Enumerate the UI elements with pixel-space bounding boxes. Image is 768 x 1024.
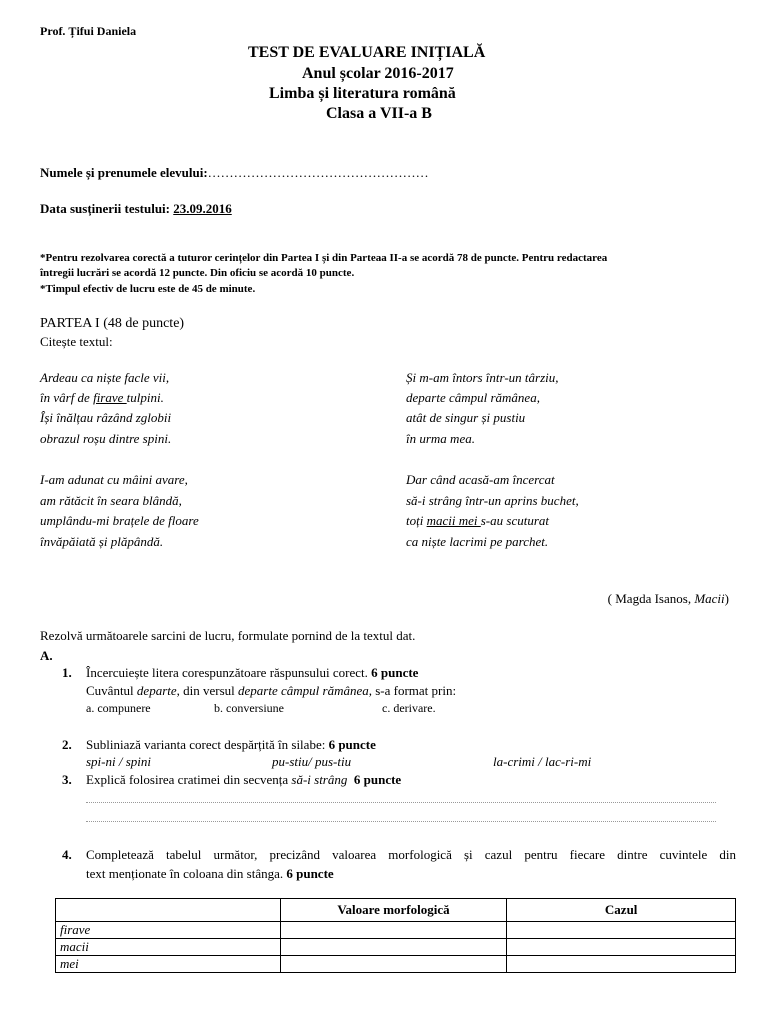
q3-answer-line-1[interactable] bbox=[86, 802, 716, 803]
q2-option-3[interactable]: la-crimi / lac-ri-mi bbox=[493, 754, 592, 769]
poem-left-s2-l4: învăpăiată și plăpândă. bbox=[40, 534, 164, 549]
q4-text-line-1: Completează tabelul următor, precizând valoarea morfologică și cazul pentru fiecare dintre cuvintele din bbox=[86, 847, 736, 862]
q2-option-1[interactable]: spi-ni / spini bbox=[86, 754, 152, 769]
q3-text: Explică folosirea cratimei din secvența să-i strâng 6 puncte bbox=[86, 772, 402, 787]
table-header-row bbox=[56, 899, 736, 922]
poem-left-s1-l4: obrazul roșu dintre spini. bbox=[40, 431, 172, 446]
table-row bbox=[56, 939, 736, 956]
q4-points: 6 puncte bbox=[286, 866, 334, 881]
part1-title: PARTEA I (48 de puncte) bbox=[40, 316, 185, 331]
poem-word-firave: firave bbox=[93, 390, 127, 405]
q1-option-a[interactable]: a. compunere bbox=[86, 701, 151, 715]
table-cell-morph-value[interactable] bbox=[280, 939, 507, 956]
part1-read-instruction: Citește textul: bbox=[40, 334, 113, 349]
q3-answer-line-2[interactable] bbox=[86, 821, 716, 822]
table-cell-case[interactable] bbox=[507, 922, 736, 939]
q1-subtext: Cuvântul departe, din versul departe câmpul rămânea, s-a format prin: bbox=[86, 683, 457, 698]
poem-left-s1-l3: Își înălțau râzând zglobii bbox=[40, 410, 172, 425]
q1-text: Încercuiește litera corespunzătoare răspunsului corect. 6 puncte bbox=[86, 665, 419, 680]
q1-points: 6 puncte bbox=[371, 665, 419, 680]
instructions-line-1: *Pentru rezolvarea corectă a tuturor cerințelor din Partea I și din Parteaa II-a se acordă 78 de puncte. Pentru redactarea bbox=[40, 252, 608, 264]
test-date-label: Data susținerii testului: bbox=[40, 201, 170, 216]
poem-right-s2-l3: toți macii mei s-au scuturat bbox=[406, 513, 549, 528]
q3-points: 6 puncte bbox=[353, 772, 402, 787]
q2-points: 6 puncte bbox=[328, 737, 376, 752]
q3-number: 3. bbox=[62, 772, 72, 787]
poem-right-s2-l2: să-i strâng într-un aprins buchet, bbox=[406, 493, 579, 508]
q2-number: 2. bbox=[62, 737, 72, 752]
poem-words-macii-mei: macii mei bbox=[426, 513, 481, 528]
q4-number: 4. bbox=[62, 847, 72, 862]
q4-text-line-2: text menționate în coloana din stânga. 6 puncte bbox=[86, 866, 334, 881]
subject-title: Limba și literatura română bbox=[269, 85, 456, 102]
poem-left-s1-l2: în vârf de firave tulpini. bbox=[40, 390, 164, 405]
table-cell-morph-value[interactable] bbox=[280, 922, 507, 939]
table-row bbox=[56, 956, 736, 973]
student-name-dots: …………………………………………… bbox=[207, 165, 429, 180]
section-a-label: A. bbox=[40, 648, 53, 663]
test-date-line bbox=[40, 201, 232, 217]
test-date-value: 23.09.2016 bbox=[173, 201, 232, 216]
poem-left-s2-l1: I-am adunat cu mâini avare, bbox=[40, 472, 188, 487]
table-cell-case[interactable] bbox=[507, 939, 736, 956]
table-cell-case[interactable] bbox=[507, 956, 736, 973]
school-year: Anul școlar 2016-2017 bbox=[302, 65, 454, 82]
table-cell-word: mei bbox=[56, 956, 281, 973]
poem-right-s1-l2: departe câmpul rămânea, bbox=[406, 390, 540, 405]
table-cell-morph-value[interactable] bbox=[280, 956, 507, 973]
table-cell-word: macii bbox=[56, 939, 281, 956]
poem-right-s2-l4: ca niște lacrimi pe parchet. bbox=[406, 534, 549, 549]
morphology-table bbox=[55, 898, 736, 973]
poem-left-s1-l1: Ardeau ca niște facle vii, bbox=[40, 370, 170, 385]
student-name-label: Numele și prenumele elevului: bbox=[40, 165, 208, 180]
poem-right-s1-l3: atât de singur și pustiu bbox=[406, 410, 526, 425]
test-title: TEST DE EVALUARE INIȚIALĂ bbox=[248, 44, 486, 61]
poem-left-s2-l2: am rătăcit în seara blândă, bbox=[40, 493, 182, 508]
table-header-case: Cazul bbox=[507, 899, 736, 922]
author-name: Prof. Țifui Daniela bbox=[40, 24, 137, 38]
q2-option-2[interactable]: pu-stiu/ pus-tiu bbox=[272, 754, 352, 769]
table-cell-word: firave bbox=[56, 922, 281, 939]
poem-right-s2-l1: Dar când acasă-am încercat bbox=[406, 472, 555, 487]
class-title: Clasa a VII-a B bbox=[326, 105, 432, 122]
q3-sequence: să-i strâng bbox=[291, 772, 348, 787]
instructions-line-2: întregii lucrări se acordă 12 puncte. Din oficiu se acordă 10 puncte. bbox=[40, 267, 355, 279]
poem-left-s2-l3: umplându-mi brațele de floare bbox=[40, 513, 199, 528]
poem-right-s1-l1: Și m-am întors într-un târziu, bbox=[406, 370, 559, 385]
q1-option-b[interactable]: b. conversiune bbox=[214, 701, 284, 715]
instructions-line-3: *Timpul efectiv de lucru este de 45 de minute. bbox=[40, 283, 256, 295]
q1-option-c[interactable]: c. derivare. bbox=[382, 701, 436, 715]
poem-source: ( Magda Isanos, Macii) bbox=[607, 591, 729, 606]
table-row bbox=[56, 922, 736, 939]
table-header-word bbox=[56, 899, 281, 922]
table-header-morph-value: Valoare morfologică bbox=[280, 899, 507, 922]
tasks-intro: Rezolvă următoarele sarcini de lucru, formulate pornind de la textul dat. bbox=[40, 628, 416, 643]
student-name-line bbox=[40, 165, 429, 181]
poem-right-s1-l4: în urma mea. bbox=[406, 431, 475, 446]
q2-text: Subliniază varianta corect despărțită în silabe: 6 puncte bbox=[86, 737, 376, 752]
q1-number: 1. bbox=[62, 665, 72, 680]
